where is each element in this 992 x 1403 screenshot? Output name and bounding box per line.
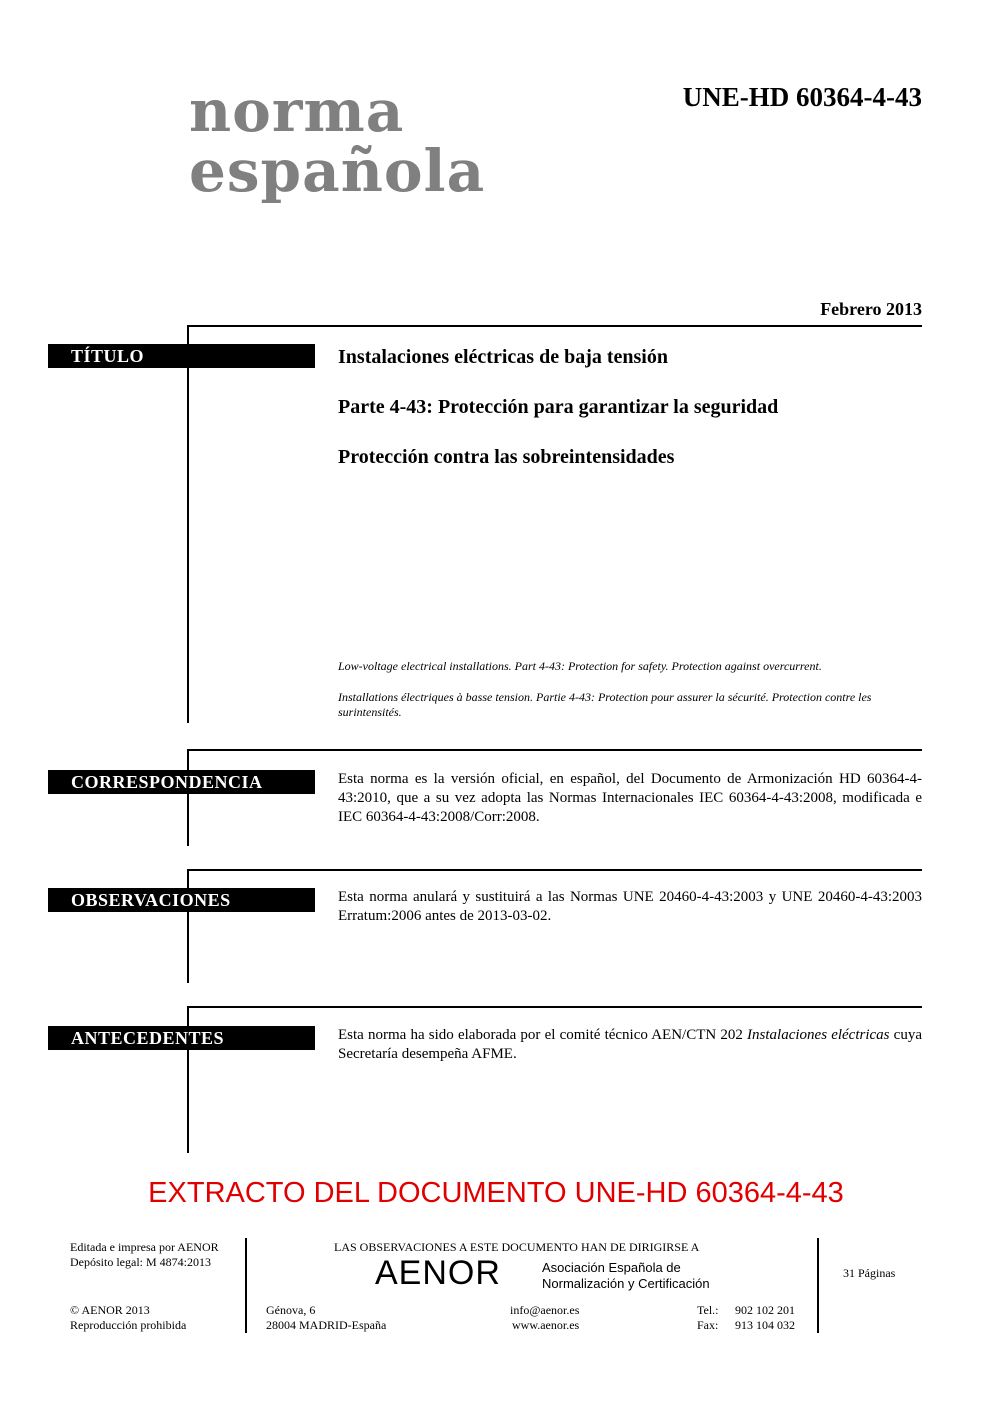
footer-tel: 902 102 201: [735, 1303, 795, 1317]
footer-edited-by: Editada e impresa por AENOR: [70, 1240, 219, 1254]
footer-legal-deposit: Depósito legal: M 4874:2013: [70, 1255, 211, 1269]
title-french: Installations électriques à basse tension. Partie 4-43: Protection pour assurer la sécurité. Protection contre les surintensités.: [338, 690, 872, 719]
footer-page-count: 31 Páginas: [843, 1266, 896, 1280]
label-titulo: TÍTULO: [48, 344, 315, 368]
footer-fax-label: Fax:: [697, 1318, 719, 1332]
section-divider: [187, 869, 922, 871]
publication-date: Febrero 2013: [820, 299, 922, 319]
aenor-org-name-line-2: Normalización y Certificación: [542, 1276, 710, 1291]
section-divider: [187, 749, 922, 751]
brand-espanola: española: [189, 137, 486, 205]
section-rule: [187, 749, 189, 846]
title-line-3: Protección contra las sobreintensidades: [338, 446, 675, 468]
label-correspondencia: CORRESPONDENCIA: [48, 770, 315, 794]
title-line-1: Instalaciones eléctricas de baja tensión: [338, 346, 668, 368]
committee-name: Instalaciones eléctricas: [747, 1027, 890, 1043]
title-line-2: Parte 4-43: Protección para garantizar la seguridad: [338, 396, 779, 418]
footer-observations-heading: LAS OBSERVACIONES A ESTE DOCUMENTO HAN DE DIRIGIRSE A: [334, 1240, 700, 1254]
footer-website[interactable]: www.aenor.es: [512, 1318, 580, 1332]
aenor-org-name-line-1: Asociación Española de: [542, 1260, 681, 1275]
section-divider: [187, 325, 922, 327]
section-rule: [187, 325, 189, 723]
aenor-org-name: [542, 1260, 710, 1292]
brand-norma: norma: [189, 77, 405, 145]
footer-reproduction: Reproducción prohibida: [70, 1318, 187, 1332]
footer-divider-left: [245, 1238, 247, 1333]
antecedentes-text-start: Esta norma ha sido elaborada por el comité técnico AEN/CTN 202: [338, 1027, 748, 1043]
section-rule: [187, 869, 189, 983]
section-divider: [187, 1006, 922, 1008]
footer-tel-label: Tel.:: [697, 1303, 719, 1317]
footer-email[interactable]: info@aenor.es: [510, 1303, 580, 1317]
footer-address-line-2: 28004 MADRID-España: [266, 1318, 387, 1332]
antecedentes-text-end: cuya Secretaría desempeña AFME.: [338, 1027, 922, 1062]
correspondencia-text: Esta norma es la versión oficial, en español, del Documento de Armonización HD 60364-4-43:2010, que a su vez adopta las Normas Internacionales IEC 60364-4-43:2008, modificada e IEC 60364-4-43:2008/Corr:2008.: [338, 771, 922, 825]
title-english: Low-voltage electrical installations. Part 4-43: Protection for safety. Protection against overcurrent.: [338, 659, 822, 673]
label-antecedentes: ANTECEDENTES: [48, 1026, 315, 1050]
extract-banner: EXTRACTO DEL DOCUMENTO UNE-HD 60364-4-43: [148, 1177, 844, 1209]
observaciones-text: Esta norma anulará y sustituirá a las Normas UNE 20460-4-43:2003 y UNE 20460-4-43:2003 Erratum:2006 antes de 2013-03-02.: [338, 889, 922, 924]
standard-code: UNE-HD 60364-4-43: [682, 82, 922, 112]
footer-fax: 913 104 032: [735, 1318, 795, 1332]
footer-divider-right: [817, 1238, 819, 1333]
footer-copyright: © AENOR 2013: [70, 1303, 150, 1317]
label-observaciones: OBSERVACIONES: [48, 888, 315, 912]
antecedentes-text: [338, 1026, 922, 1064]
footer-address-line-1: Génova, 6: [266, 1303, 316, 1317]
aenor-logo: AENOR: [375, 1254, 501, 1292]
